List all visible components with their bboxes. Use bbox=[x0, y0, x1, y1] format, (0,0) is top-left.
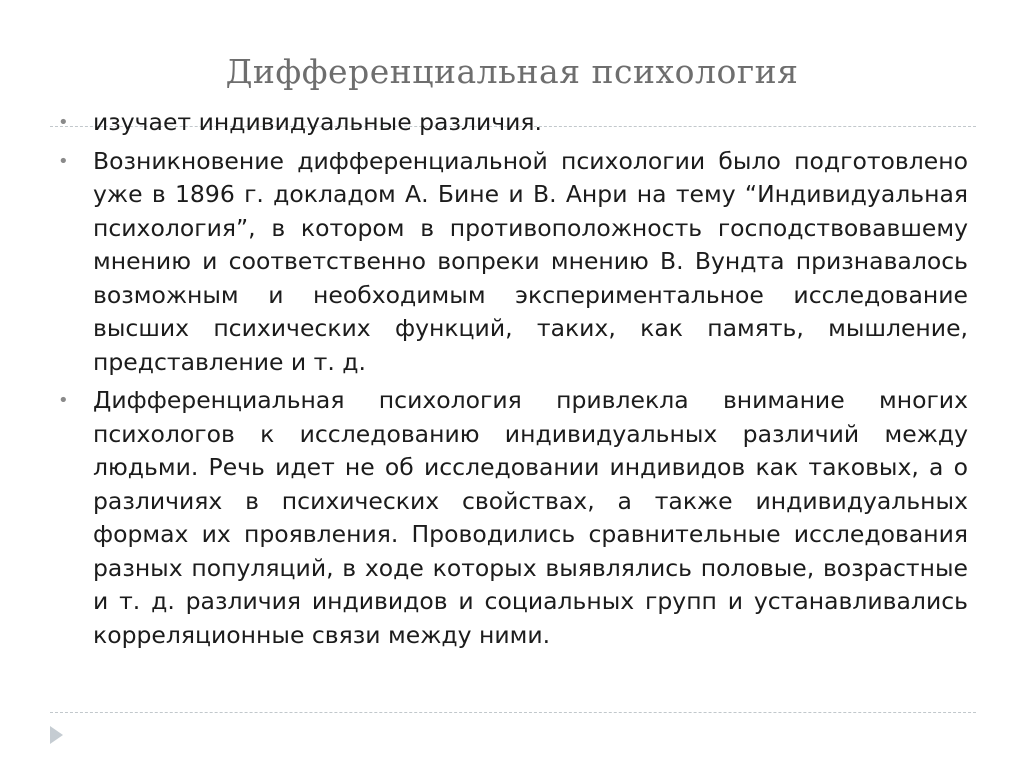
bullet-list bbox=[58, 106, 968, 657]
slide-title: Дифференциальная психология bbox=[225, 52, 799, 91]
bullet-marker: • bbox=[58, 390, 69, 411]
bullet-item-3 bbox=[58, 384, 968, 652]
bullet-marker: • bbox=[58, 150, 69, 172]
play-arrow-icon[interactable] bbox=[50, 726, 63, 744]
bullet-text: изучает индивидуальные различия. bbox=[93, 108, 543, 136]
bullet-text: Возникновение дифференциальной психологии было подготовлено уже в 1896 г. докладом А. Бине и В. Анри на тему “Индивидуальная психология”, в котором в противоположность господствовавшему мнению и соответственно вопреки мнению В. Вундта признавалось возможным и необходимым экспериментальное исследование высших психических функций, таких, как память, мышление, представление и т. д. bbox=[93, 146, 968, 376]
bullet-text: Дифференциальная психология привлекла внимание многих психологов к исследованию индивидуальных различий между людьми. Речь идет не об исследовании индивидов как таковых, а о различиях в психических свойствах, а также индивидуальных формах их проявления. Проводились сравнительные исследования разных популяций, в ходе которых выявлялись половые, возрастные и т. д. различия индивидов и социальных групп и устанавливались корреляционные связи между ними. bbox=[93, 386, 968, 649]
bullet-marker: • bbox=[58, 112, 69, 133]
bullet-item-2 bbox=[58, 145, 968, 380]
bullet-item-1 bbox=[58, 106, 968, 140]
bottom-divider bbox=[50, 712, 976, 713]
